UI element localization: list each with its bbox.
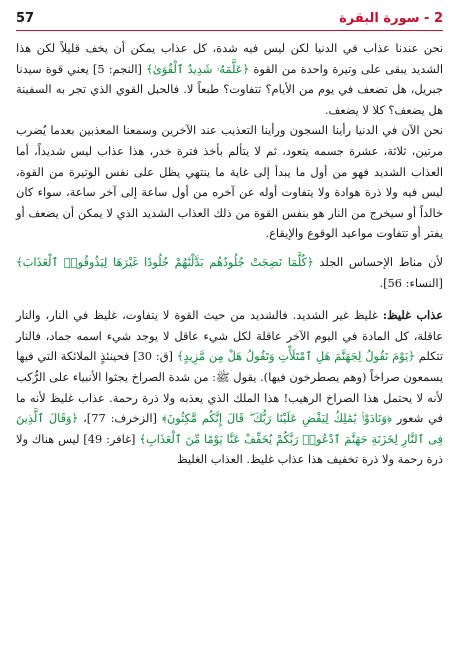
text-run: [ق: 30] فحينئذٍ الملائكة التي فيها يسمعون صراخاً (وهم يصطرخون فيها). يقول ﷺ: من شدة الصراخ يجثوا الأنبياء على الرُّكب لأنه لا يحتمل هذا الصراخ الرهيب! هذا الملك الذي يعذبه ولا ذرة رحمة. عذاب غليظ لأنه ما في شعور — [16, 349, 443, 426]
quran-verse: ﴿كُلَّمَا نَضِجَتْ جُلُودُهُم بَدَّلْنَٰهُمْ جُلُودًا غَيْرَهَا لِيَذُوقُوا۟ ٱلْعَذَابَ﴾ — [16, 254, 314, 269]
chapter-title: 2 - سورة البقرة — [339, 10, 443, 26]
text-run: نحن الآن في الدنيا رأينا السجون ورأينا التعذيب عند الآخرين وسمعنا المعذبين بعدما يُضرب مرتين، ثلاثة، عشرة جسمه يتعود، ثم لا يتألم بأخذ فترة خدر، هذا عذاب ليس شديداً، أما العذاب الشديد فهو من أول ما يبدأ إلى غاية ما ينتهي يظل على نفس الوتيرة من القوة، ليس فيه ولا ذرة هوادة ولا يتفاوت أوله عن آخره من أول ساعة إلى آخر ساعة، سواء كان خالداً أو سيخرج من النار هو بنفس القوة من ذلك العذاب الشديد الذي لا يمكن أن يضعف أو يفتر أو تتفاوت مواعيد الوقوع والإيقاع. — [16, 123, 443, 241]
quran-verse: ﴿وَقَالَ ٱلَّذِينَ فِى ٱلنَّارِ لِخَزَنَةِ جَهَنَّمَ ٱدْعُوا۟ رَبَّكُمْ يُخَفِّفْ عَنَّا يَوْمًا مِّنَ ٱلْعَذَابِ﴾ — [16, 411, 443, 446]
text-run: [النجم: 5] يعني قوة سيدنا جبريل، هل تضعف في يوم من الأيام؟ تتفاوت؟ طبعاً لا. فالحبل القوي الذي تجر به السفينة هل يضعف؟ كلا لا يضعف. — [16, 61, 443, 117]
paragraph — [16, 305, 443, 470]
page-body — [16, 38, 443, 470]
text-run: [الزخرف: 77]، — [78, 411, 162, 426]
paragraph — [16, 252, 443, 293]
text-run: غليظ غير الشديد. فالشديد من حيث القوة لا يتفاوت، غليظ في النار، والنار عاقلة، كل المادة في اليوم الآخر عاقلة لكل شيء عاقل لا يوجد شيء اسمه جماد، فالنار تتكلم — [16, 308, 443, 364]
paragraph — [16, 120, 443, 244]
text-run: لأن مناط الإحساس الجلد — [313, 254, 443, 269]
text-run: [غافر: 49] ليس هناك ولا ذرة رحمة ولا ذرة تخفيف هذا عذاب غليظ. العذاب الغليظ — [16, 431, 443, 467]
paragraph — [16, 38, 443, 120]
page-number: 57 — [16, 10, 35, 26]
quran-verse: ﴿وَنَادَوْا۟ يَٰمَٰلِكُ لِيَقْضِ عَلَيْنَا رَبُّكَ ۖ قَالَ إِنَّكُم مَّٰكِثُونَ﴾ — [161, 411, 392, 426]
quran-verse: ﴿عَلَّمَهُۥ شَدِيدُ ٱلْقُوَىٰ﴾ — [146, 61, 250, 76]
header-divider — [16, 30, 443, 31]
quran-verse: ﴿يَوْمَ نَقُولُ لِجَهَنَّمَ هَلِ ٱمْتَلَأْتِ وَتَقُولُ هَلْ مِن مَّزِيدٍ﴾ — [176, 349, 415, 364]
text-run: [النساء: 56]. — [379, 275, 443, 290]
text-run: نحن عندنا عذاب في الدنيا لكن ليس فيه شدة، كل عذاب يمكن أن يخف قليلاً لكن هذا الشديد يبقى على وتيرة واحدة من القوة — [16, 41, 443, 76]
page-header — [16, 8, 443, 28]
section-term: عذاب غليظ: — [382, 308, 443, 323]
